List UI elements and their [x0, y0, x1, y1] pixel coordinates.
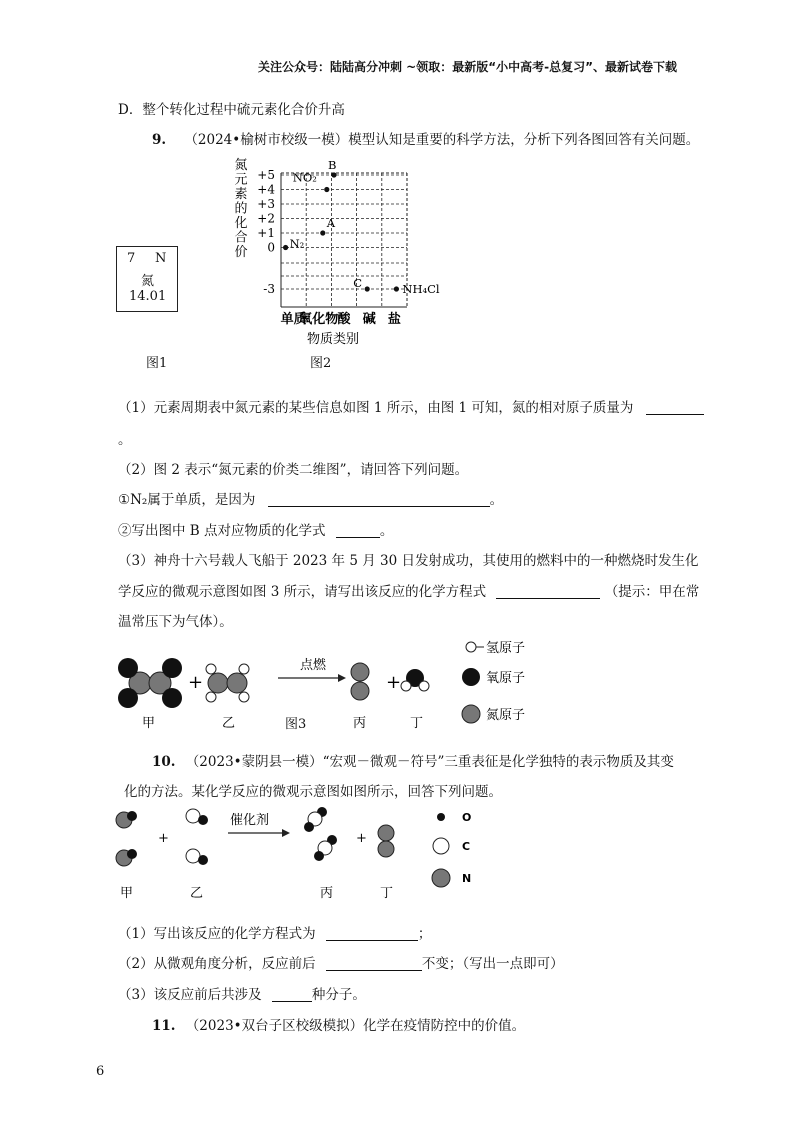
q10-part3-end: 种分子。	[311, 987, 366, 1003]
element-number: 7	[127, 251, 136, 266]
chart-point-label: C	[353, 276, 363, 290]
q9-part1	[118, 396, 704, 416]
fig3-plus-2: +	[386, 672, 402, 693]
chart-point-label: NH₄Cl	[402, 282, 440, 296]
q10-part1-end: ；	[417, 926, 432, 942]
q9-part2a-end: 。	[489, 492, 504, 508]
q10-legend-o-text: O	[462, 811, 472, 824]
chart-xtick-label: 盐	[387, 312, 401, 327]
page-number: 6	[96, 1064, 105, 1079]
fig3-legend-o-text: 氧原子	[486, 671, 526, 686]
q10-stem	[152, 750, 674, 770]
fig3-legend-oxygen	[462, 668, 525, 686]
q11-stem	[152, 1014, 525, 1034]
fig3-arrow	[278, 674, 346, 682]
chart-point-label: N₂	[289, 236, 305, 251]
chart-xtick-label: 碱	[362, 312, 376, 327]
q9-part3-hint: （提示：甲在常	[604, 584, 700, 600]
fig3-molecule-bing	[351, 663, 369, 700]
chart-point	[320, 230, 325, 235]
q10-part2-text: （2）从微观角度分析，反应前后	[118, 956, 316, 972]
q10-arrow	[228, 829, 290, 837]
chart-point	[365, 286, 370, 291]
q9-part2b-text: ②写出图中 B 点对应物质的化学式	[118, 523, 326, 539]
q10-part3-blank[interactable]	[272, 988, 312, 1002]
fig3-molecule-yi	[206, 664, 249, 702]
fig3-legend-hydrogen	[466, 641, 525, 656]
chart-ytick-label: 0	[267, 240, 275, 255]
q10-legend-c	[433, 838, 470, 854]
q10-legend-o	[437, 811, 471, 824]
chart-ylabel-char: 化	[234, 216, 248, 231]
q10-molecule-yi	[186, 809, 208, 865]
chart-point	[331, 172, 336, 177]
fig1-caption: 图1	[146, 356, 168, 371]
fig3-caption: 图3	[285, 717, 307, 732]
chart-xtick-label: 酸	[337, 312, 351, 327]
chart-yticks	[257, 168, 275, 296]
q9-part2b-end: 。	[379, 523, 394, 539]
chart-ytick-label: +1	[257, 226, 275, 240]
chart-xcats	[281, 311, 401, 327]
element-mass: 14.01	[129, 289, 167, 304]
q9-part3-text: 学反应的微观示意图如图 3 所示，请写出该反应的化学方程式	[118, 584, 487, 600]
q10-part2-end: 不变；（写出一点即可）	[421, 956, 564, 972]
fig2-caption: 图2	[310, 356, 332, 371]
element-card	[116, 246, 178, 312]
q10-molecule-ding	[378, 825, 394, 857]
q9-part2a-prefix: ①	[118, 492, 131, 508]
q10-reaction	[110, 806, 490, 902]
prev-option-d: D．整个转化过程中硫元素化合价升高	[118, 102, 345, 118]
chart-ylabel-char: 价	[234, 245, 248, 260]
q10-part2	[118, 952, 564, 972]
q10-label-jia: 甲	[120, 886, 134, 901]
chart-ylabel-char: 的	[234, 201, 248, 217]
q10-part1	[118, 922, 431, 942]
chart-ytick-label: +4	[257, 182, 275, 197]
q9-number: 9.	[152, 132, 167, 148]
fig3-molecule-ding	[401, 669, 429, 691]
q10-plus-1: +	[158, 831, 169, 846]
fig3-label-jia: 甲	[142, 716, 156, 731]
chart-point-label: A	[326, 216, 336, 230]
page-header: 关注公众号：陆陆高分冲刺 ~领取：最新版“小中高考-总复习”、最新试卷下载	[258, 60, 677, 74]
q11-number: 11.	[152, 1018, 176, 1034]
q10-molecule-bing	[304, 807, 337, 861]
q10-stem-line2: 化的方法。某化学反应的微观示意图如图所示，回答下列问题。	[124, 784, 502, 800]
element-symbol: N	[155, 251, 167, 266]
fig3-plus-1: +	[188, 672, 204, 693]
chart-point-label: B	[328, 158, 337, 172]
fig3-label-ding: 丁	[410, 716, 424, 731]
q10-part1-blank[interactable]	[326, 927, 418, 941]
chart-point	[283, 245, 288, 250]
q10-part3	[118, 983, 366, 1003]
fig3-label-yi: 乙	[222, 716, 236, 731]
chart-ytick-label: +3	[257, 197, 275, 211]
chart-xlabel: 物质类别	[306, 332, 360, 347]
q10-number: 10.	[152, 754, 176, 770]
q9-part1-end: 。	[118, 432, 132, 448]
fig3-label-bing: 丙	[353, 716, 367, 731]
fig3-condition: 点燃	[300, 658, 327, 673]
q9-part2a-blank[interactable]	[268, 493, 490, 507]
q10-stem-line1: （2023•蒙阴县一模）“宏观－微观－符号”三重表征是化学独特的表示物质及其变	[185, 754, 674, 770]
chart-ylabel-char: 合	[234, 230, 248, 246]
chart-point	[394, 286, 399, 291]
q10-part1-text: （1）写出该反应的化学方程式为	[118, 926, 316, 942]
q9-part2b-blank[interactable]	[336, 524, 380, 538]
fig3-legend-h-text: 氢原子	[486, 641, 526, 656]
chart-point-label: NO₂	[292, 170, 317, 185]
q9-part1-text: （1）元素周期表中氮元素的某些信息如图 1 所示，由图 1 可知，氮的相对原子质量为	[118, 400, 634, 416]
chart-ylabel	[234, 158, 247, 260]
fig3-legend-nitrogen	[462, 705, 525, 723]
fig3-legend-n-text: 氮原子	[486, 708, 526, 723]
q9-part2a	[118, 488, 503, 508]
q9-part3-line2	[118, 580, 699, 600]
q10-plus-2: +	[356, 831, 367, 846]
valence-chart	[225, 155, 470, 355]
q10-label-ding: 丁	[380, 886, 394, 901]
q9-part1-blank[interactable]	[646, 401, 704, 415]
q10-legend-n	[432, 869, 471, 887]
q9-part2a-text: 属于单质，是因为	[147, 492, 256, 508]
chart-xtick-label: 单质	[280, 312, 307, 327]
chart-ytick-label: +5	[257, 168, 275, 182]
q9-part3-line1: （3）神舟十六号载人飞船于 2023 年 5 月 30 日发射成功，其使用的燃料中的一种燃烧时发生化	[118, 553, 699, 569]
q9-part2: （2）图 2 表示“氮元素的价类二维图”，请回答下列问题。	[118, 462, 469, 478]
fig3-reaction	[110, 636, 570, 736]
q10-label-bing: 丙	[320, 886, 334, 901]
q9-part2b	[118, 519, 393, 539]
q11-stem-text: （2023•双台子区校级模拟）化学在疫情防控中的价值。	[185, 1018, 526, 1034]
q9-part3-line3: 温常压下为气体）。	[118, 614, 233, 630]
chart-xtick-label: 氧化物	[299, 312, 339, 327]
chart-ylabel-char: 素	[234, 187, 248, 202]
q10-part3-text: （3）该反应前后共涉及	[118, 987, 262, 1003]
q9-part2a-n2: N₂	[130, 492, 148, 508]
q10-part2-blank[interactable]	[326, 957, 422, 971]
chart-ytick-label: +2	[257, 211, 275, 226]
q9-stem-text: （2024•榆树市校级一模）模型认知是重要的科学方法，分析下列各图回答有关问题。	[184, 132, 700, 148]
q10-molecule-jia	[116, 811, 137, 866]
q9-stem	[152, 128, 699, 148]
chart-ylabel-char: 元	[234, 172, 248, 188]
q10-legend-c-text: C	[462, 840, 471, 853]
q9-part3-blank[interactable]	[496, 585, 600, 599]
chart-point	[324, 187, 329, 192]
q10-condition: 催化剂	[230, 813, 270, 828]
chart-ytick-label: -3	[263, 282, 275, 296]
q10-legend-n-text: N	[462, 872, 472, 885]
chart-ylabel-char: 氮	[234, 158, 248, 173]
element-name: 氮	[141, 274, 155, 289]
fig3-molecule-jia	[118, 658, 182, 708]
q10-label-yi: 乙	[190, 886, 204, 901]
